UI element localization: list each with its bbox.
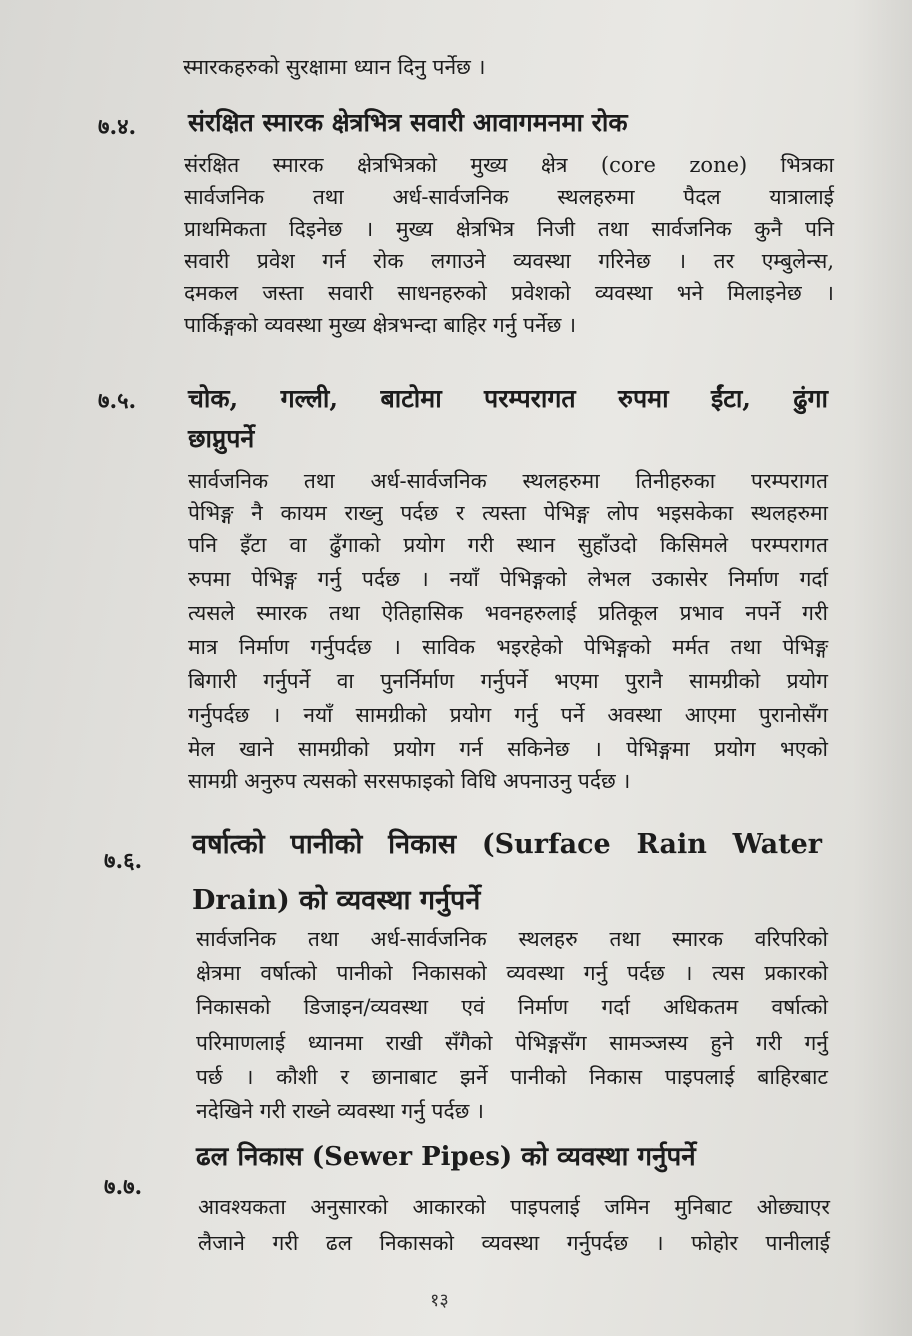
body-line: सार्वजनिक तथा अर्ध-सार्वजनिक स्थलहरु तथा स्मारक वरिपरिको [196, 927, 828, 951]
section-title: संरक्षित स्मारक क्षेत्रभित्र सवारी आवागमनमा रोक [188, 108, 628, 137]
section-number: ७.६. [104, 848, 143, 874]
section-title: वर्षात्को पानीको निकास (Surface Rain Water [192, 829, 822, 860]
body-line: मेल खाने सामग्रीको प्रयोग गर्न सकिनेछ । पेभिङ्गमा प्रयोग भएको [188, 737, 828, 761]
page-number: १३ [430, 1290, 449, 1311]
body-line: पनि इँटा वा ढुँगाको प्रयोग गरी स्थान सुहाँउदो किसिमले परम्परागत [188, 533, 828, 557]
section-number: ७.४. [98, 114, 137, 140]
body-line: सवारी प्रवेश गर्न रोक लगाउने व्यवस्था गरिनेछ । तर एम्बुलेन्स, [184, 249, 834, 273]
body-line: पेभिङ्ग नै कायम राख्नु पर्दछ र त्यस्ता पेभिङ्ग लोप भइसकेका स्थलहरुमा [188, 501, 828, 525]
section-title-continued: छाप्नुपर्ने [188, 424, 255, 453]
body-line: निकासको डिजाइन/व्यवस्था एवं निर्माण गर्दा अधिकतम वर्षात्को [196, 995, 828, 1019]
page-edge-shadow [852, 0, 912, 1336]
body-line: क्षेत्रमा वर्षात्को पानीको निकासको व्यवस्था गर्नु पर्दछ । त्यस प्रकारको [196, 961, 828, 985]
top-continuation-line: स्मारकहरुको सुरक्षामा ध्यान दिनु पर्नेछ । [183, 55, 486, 79]
section-title-continued: Drain) को व्यवस्था गर्नुपर्ने [192, 885, 481, 916]
body-line: नदेखिने गरी राख्ने व्यवस्था गर्नु पर्दछ । [196, 1099, 484, 1123]
section-title: चोक, गल्ली, बाटोमा परम्परागत रुपमा ईंटा, ढुंगा [188, 384, 828, 413]
body-line: सामग्री अनुरुप त्यसको सरसफाइको विधि अपनाउनु पर्दछ । [188, 769, 631, 793]
body-line: बिगारी गर्नुपर्ने वा पुनर्निर्माण गर्नुपर्ने भएमा पुरानै सामग्रीको प्रयोग [188, 669, 828, 693]
section-number: ७.७. [104, 1174, 143, 1200]
body-line: लैजाने गरी ढल निकासको व्यवस्था गर्नुपर्दछ । फोहोर पानीलाई [198, 1231, 830, 1255]
body-line: प्राथमिकता दिइनेछ । मुख्य क्षेत्रभित्र निजी तथा सार्वजनिक कुनै पनि [184, 217, 834, 241]
body-line: रुपमा पेभिङ्ग गर्नु पर्दछ । नयाँ पेभिङ्गको लेभल उकासेर निर्माण गर्दा [188, 567, 828, 591]
body-line: आवश्यकता अनुसारको आकारको पाइपलाई जमिन मुनिबाट ओछ्याएर [198, 1195, 830, 1219]
body-line: पार्किङ्गको व्यवस्था मुख्य क्षेत्रभन्दा बाहिर गर्नु पर्नेछ । [184, 313, 577, 337]
body-line: दमकल जस्ता सवारी साधनहरुको प्रवेशको व्यवस्था भने मिलाइनेछ । [184, 281, 834, 305]
body-line: पर्छ । कौशी र छानाबाट झर्ने पानीको निकास पाइपलाई बाहिरबाट [196, 1065, 828, 1089]
body-line: संरक्षित स्मारक क्षेत्रभित्रको मुख्य क्षेत्र (core zone) भित्रका [184, 153, 834, 177]
body-line: त्यसले स्मारक तथा ऐतिहासिक भवनहरुलाई प्रतिकूल प्रभाव नपर्ने गरी [188, 601, 828, 625]
body-line: गर्नुपर्दछ । नयाँ सामग्रीको प्रयोग गर्नु पर्ने अवस्था आएमा पुरानोसँग [188, 703, 828, 727]
section-title: ढल निकास (Sewer Pipes) को व्यवस्था गर्नुपर्ने [196, 1142, 696, 1172]
body-line: मात्र निर्माण गर्नुपर्दछ । साविक भइरहेको पेभिङ्गको मर्मत तथा पेभिङ्ग [188, 635, 828, 659]
body-line: सार्वजनिक तथा अर्ध-सार्वजनिक स्थलहरुमा तिनीहरुका परम्परागत [188, 469, 828, 493]
body-line: परिमाणलाई ध्यानमा राखी सँगैको पेभिङ्गसँग सामञ्जस्य हुने गरी गर्नु [196, 1031, 828, 1055]
body-line: सार्वजनिक तथा अर्ध-सार्वजनिक स्थलहरुमा पैदल यात्रालाई [184, 185, 834, 209]
section-number: ७.५. [98, 388, 137, 414]
